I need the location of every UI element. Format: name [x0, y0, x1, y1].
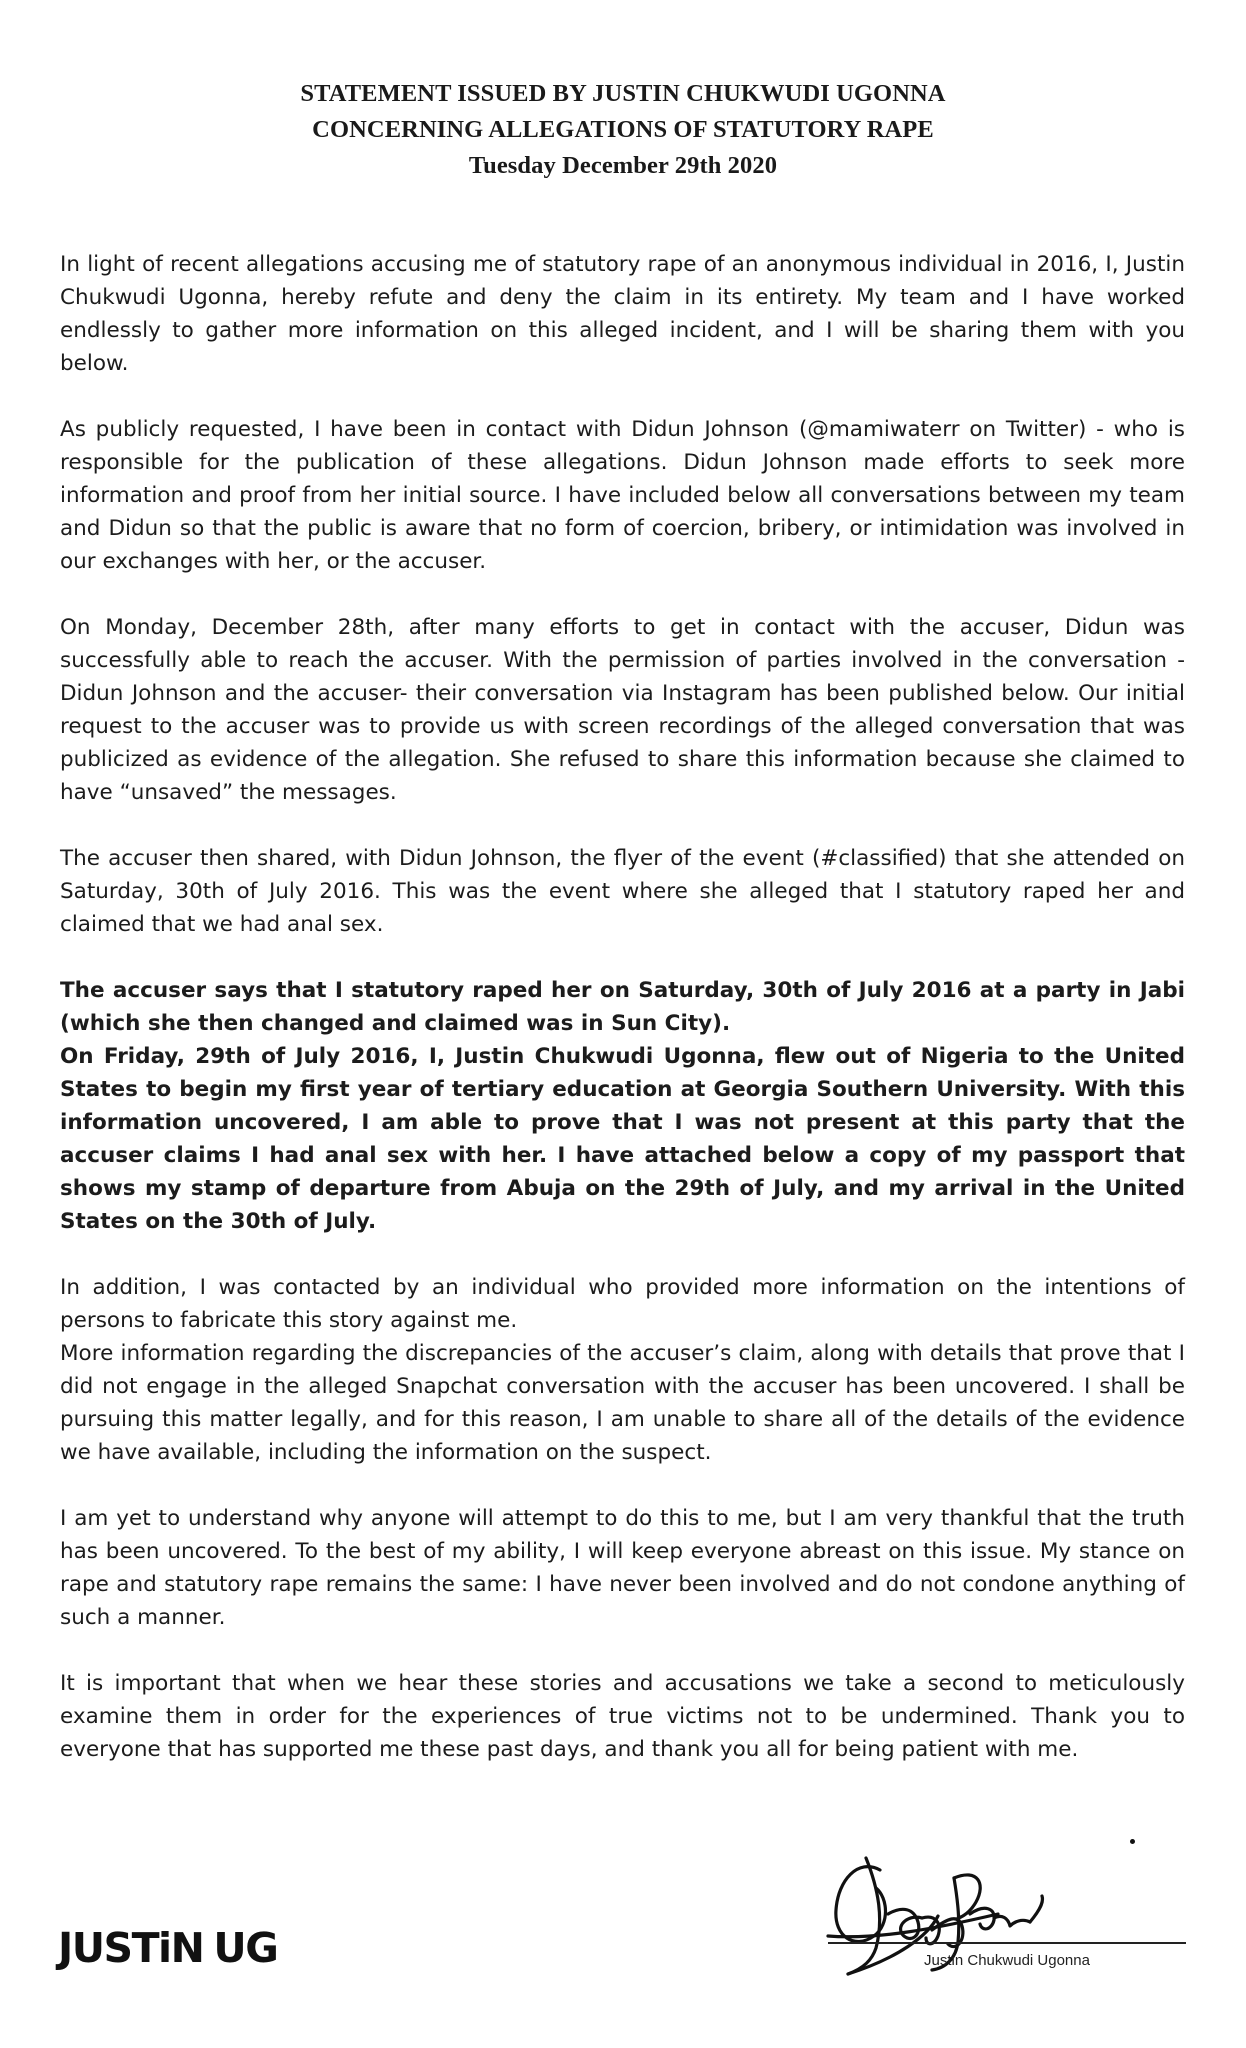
- paragraph-1: In light of recent allegations accusing me of statutory rape of an anonymous individual in 2016, I, Justin Chukwudi Ugonna, hereby refute and deny the claim in its entirety. My team and I have worked endlessly to gather more information on this alleged incident, and I will be sharing them with you below.: [60, 252, 1185, 376]
- paragraph-3: On Monday, December 28th, after many efforts to get in contact with the accuser, Didun was successfully able to reach the accuser. With the permission of parties involved in the conversation -Didun Johnson and the accuser- their conversation via Instagram has been published below. Our initial request to the accuser was to provide us with screen recordings of the alleged conversation that was publicized as evidence of the allegation. She refused to share this information because she claimed to have “unsaved” the messages.: [60, 615, 1185, 805]
- signature-line: [828, 1942, 1186, 1944]
- signature-name: Justin Chukwudi Ugonna: [924, 1952, 1090, 1969]
- title-line-2: CONCERNING ALLEGATIONS OF STATUTORY RAPE: [312, 116, 934, 143]
- paragraph-2: As publicly requested, I have been in contact with Didun Johnson (@mamiwaterr on Twitter) - who is responsible for the publication of these allegations. Didun Johnson made efforts to seek more information and proof from her initial source. I have included below all conversations between my team and Didun so that the public is aware that no form of coercion, bribery, or intimidation was involved in our exchanges with her, or the accuser.: [60, 417, 1185, 574]
- paragraph-5-bold: The accuser says that I statutory raped her on Saturday, 30th of July 2016 at a party in Jabi (which she then changed and claimed was in Sun City).: [60, 978, 1185, 1036]
- paragraph-6-bold: On Friday, 29th of July 2016, I, Justin Chukwudi Ugonna, flew out of Nigeria to the United States to begin my first year of tertiary education at Georgia Southern University. With this information uncovered, I am able to prove that I was not present at this party that the accuser claims I had anal sex with her. I have attached below a copy of my passport that shows my stamp of departure from Abuja on the 29th of July, and my arrival in the United States on the 30th of July.: [60, 1044, 1185, 1234]
- paragraph-10: It is important that when we hear these stories and accusations we take a second to meticulously examine them in order for the experiences of true victims not to be undermined. Thank you to everyone that has supported me these past days, and thank you all for being patient with me.: [60, 1671, 1185, 1762]
- logo-text-part1: JUSTiN: [58, 1924, 204, 1972]
- title-line-1: STATEMENT ISSUED BY JUSTIN CHUKWUDI UGONNA: [300, 80, 946, 107]
- paragraph-4: The accuser then shared, with Didun Johnson, the flyer of the event (#classified) that she attended on Saturday, 30th of July 2016. This was the event where she alleged that I statutory raped her and claimed that we had anal sex.: [60, 846, 1185, 937]
- signature-dot: [1130, 1839, 1135, 1844]
- justin-ug-logo: [58, 1924, 277, 1972]
- paragraph-9: I am yet to understand why anyone will attempt to do this to me, but I am very thankful that the truth has been uncovered. To the best of my ability, I will keep everyone abreast on this issue. My stance on rape and statutory rape remains the same: I have never been involved and do not condone anything of such a manner.: [60, 1506, 1185, 1630]
- paragraph-8: More information regarding the discrepancies of the accuser’s claim, along with details that prove that I did not engage in the alleged Snapchat conversation with the accuser has been uncovered. I shall be pursuing this matter legally, and for this reason, I am unable to share all of the details of the evidence we have available, including the information on the suspect.: [60, 1341, 1185, 1465]
- paragraph-7: In addition, I was contacted by an individual who provided more information on the intentions of persons to fabricate this story against me.: [60, 1275, 1185, 1333]
- logo-text-part2: UG: [213, 1924, 278, 1972]
- statement-date: Tuesday December 29th 2020: [468, 152, 778, 179]
- statement-header: [60, 76, 1186, 184]
- statement-body: [60, 248, 1185, 1799]
